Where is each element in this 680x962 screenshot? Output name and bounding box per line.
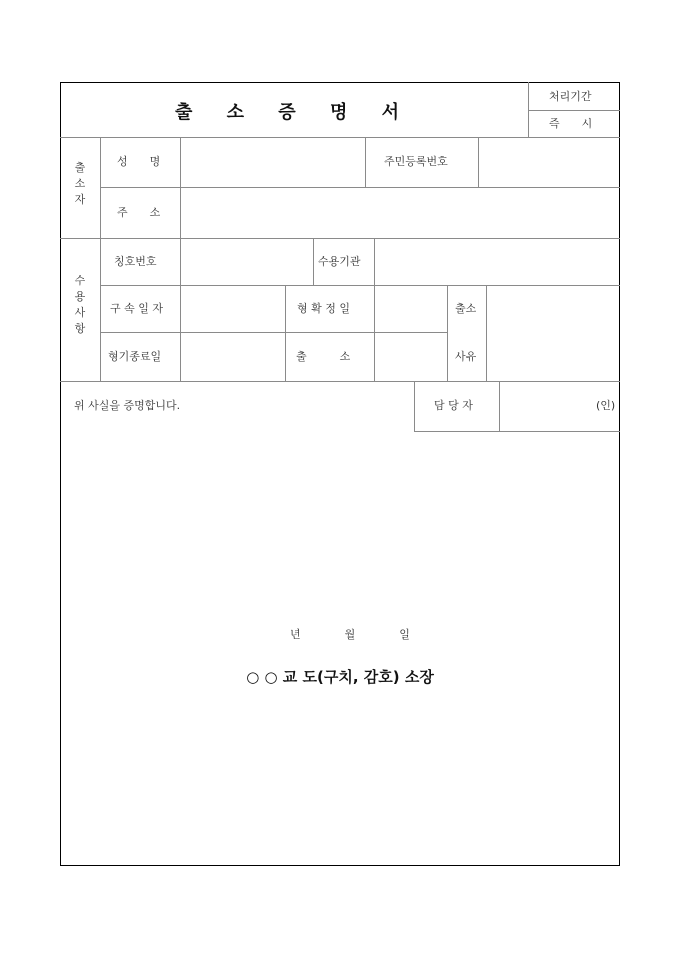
detention-date-label: 구 속 일 자	[110, 302, 163, 315]
divider	[447, 285, 448, 381]
divider	[100, 187, 620, 188]
divider	[414, 381, 415, 431]
divider	[100, 285, 620, 286]
sentence-end-date-label: 형기종료일	[108, 350, 162, 363]
divider	[486, 285, 487, 381]
section-custody-label: 수 용 사 항	[74, 274, 86, 335]
divider	[528, 110, 620, 111]
divider	[100, 332, 448, 333]
divider	[499, 381, 500, 431]
divider	[100, 137, 101, 381]
date-line: 년 월 일	[290, 628, 410, 641]
prisoner-number-label: 칭호번호	[114, 255, 157, 268]
officer-label: 담 당 자	[434, 399, 473, 412]
sentence-confirmed-date-label: 형 확 정 일	[297, 302, 350, 315]
resident-id-label: 주민등록번호	[384, 155, 448, 168]
name-label: 성 명	[117, 155, 161, 168]
divider	[365, 137, 366, 187]
release-reason-label: 사유	[455, 350, 477, 363]
processing-period-value: 즉 시	[549, 117, 593, 130]
section-releasee-label: 출 소 자	[74, 161, 86, 206]
certify-statement: 위 사실을 증명합니다.	[74, 399, 181, 412]
divider	[414, 431, 620, 432]
divider	[60, 381, 620, 382]
divider	[313, 238, 314, 285]
issuing-office: ○ ○ 교 도(구치, 감호) 소장	[246, 668, 434, 686]
divider	[60, 137, 620, 138]
facility-label: 수용기관	[318, 255, 361, 268]
divider	[285, 285, 286, 381]
release-label-top: 출소	[455, 302, 477, 315]
page-title: 출 소 증 명 서	[174, 102, 413, 123]
divider	[374, 238, 375, 381]
divider	[478, 137, 479, 187]
certificate-form	[60, 82, 620, 866]
release-label: 출 소	[296, 350, 351, 363]
divider	[60, 238, 620, 239]
address-label: 주 소	[117, 206, 161, 219]
processing-period-label: 처리기간	[549, 90, 592, 103]
divider	[180, 137, 181, 381]
seal-mark: (인)	[596, 399, 616, 412]
